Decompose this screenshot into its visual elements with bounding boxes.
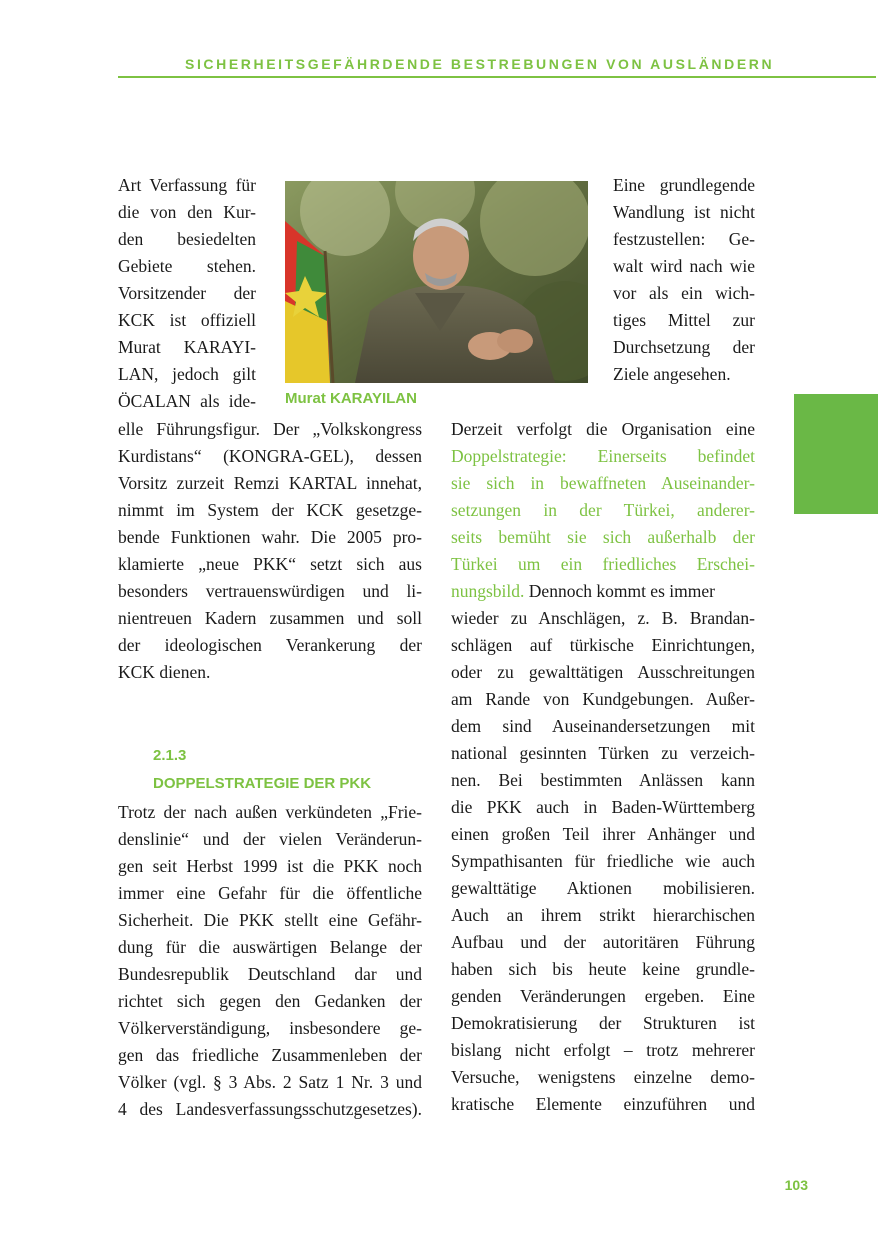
right-body-line: wieder zu Anschlägen, z. B. Brandan- [451, 608, 755, 628]
section-body-line: 4 des Landesverfassungsschutzgesetzes). [118, 1099, 422, 1119]
photo-caption: Murat KARAYILAN [285, 390, 417, 407]
right-body-line: kratische Elemente einzuführen und [451, 1094, 755, 1114]
left-beside-line: die von den Kur- [118, 202, 256, 222]
right-beside-line: Eine grundlegende [613, 175, 755, 195]
left-beside-line: Art Verfassung für [118, 175, 256, 195]
left-beside-line: LAN, jedoch gilt [118, 364, 256, 384]
section-body-line: gen seit Herbst 1999 ist die PKK noch [118, 856, 422, 876]
section-body-line: immer eine Gefahr für die öffentliche [118, 883, 422, 903]
body-continuation: Dennoch kommt es immer [524, 581, 715, 601]
right-beside-line: Durchsetzung der [613, 337, 755, 357]
right-body-line: Sympathisanten für friedliche wie auch [451, 851, 755, 871]
right-body-line: Aufbau und der autoritären Führung [451, 932, 755, 952]
highlight-line: Doppelstrategie: Einerseits befindet [451, 446, 755, 466]
portrait-photo [285, 181, 588, 383]
chapter-tab [794, 394, 878, 514]
highlight-line: seits bemüht sie sich außerhalb der [451, 527, 755, 547]
section-body-line: Trotz der nach außen verkündeten „Frie- [118, 802, 422, 822]
section-body-line: Sicherheit. Die PKK stellt eine Gefähr- [118, 910, 422, 930]
left-body-line: Vorsitz zurzeit Remzi KARTAL innehat, [118, 473, 422, 493]
portrait-photo-icon [285, 181, 588, 383]
section-body-line: Völkerverständigung, insbesondere ge- [118, 1018, 422, 1038]
left-beside-line: Vorsitzender der [118, 283, 256, 303]
section-title: DOPPELSTRATEGIE DER PKK [153, 775, 372, 792]
right-body-line: Demokratisierung der Strukturen ist [451, 1013, 755, 1033]
right-body-line: Auch an ihrem strikt hierarchischen [451, 905, 755, 925]
section-body-line: denslinie“ und der vielen Veränderun- [118, 829, 422, 849]
right-beside-line: festzustellen: Ge- [613, 229, 755, 249]
right-beside-line: walt wird nach wie [613, 256, 755, 276]
section-body-line: Völker (vgl. § 3 Abs. 2 Satz 1 Nr. 3 und [118, 1072, 422, 1092]
right-beside-line: tiges Mittel zur [613, 310, 755, 330]
left-beside-line: Gebiete stehen. [118, 256, 256, 276]
section-body-line: gen das friedliche Zusammenleben der [118, 1045, 422, 1065]
left-body-line: KCK dienen. [118, 662, 211, 682]
right-body-line: oder zu gewalttätigen Ausschreitungen [451, 662, 755, 682]
page-number: 103 [784, 1177, 808, 1193]
right-body-line: genden Veränderungen ergeben. Eine [451, 986, 755, 1006]
left-body-line: nimmt im System der KCK gesetzge- [118, 500, 422, 520]
right-intro-line: Derzeit verfolgt die Organisation eine [451, 419, 755, 439]
right-body-line: die PKK auch in Baden-Württemberg [451, 797, 755, 817]
right-body-line: national gesinnten Türken zu verzeich- [451, 743, 755, 763]
left-beside-line: KCK ist offiziell [118, 310, 256, 330]
header-divider [118, 76, 876, 78]
left-beside-line: den besiedelten [118, 229, 256, 249]
left-body-line: der ideologischen Verankerung der [118, 635, 422, 655]
left-body-line: nientreuen Kadern zusammen und soll [118, 608, 422, 628]
highlight-line: Türkei um ein friedliches Erschei- [451, 554, 755, 574]
highlight-line: setzungen in der Türkei, anderer- [451, 500, 755, 520]
left-beside-line: ÖCALAN als ide- [118, 391, 256, 411]
section-body-line: richtet sich gegen den Gedanken der [118, 991, 422, 1011]
right-body-line: einen großen Teil ihrer Anhänger und [451, 824, 755, 844]
section-body-line: Bundesrepublik Deutschland dar und [118, 964, 422, 984]
right-body-line: gewalttätige Aktionen mobilisieren. [451, 878, 755, 898]
right-body-line: haben sich bis heute keine grundle- [451, 959, 755, 979]
left-body-line: klamierte „neue PKK“ setzt sich aus [118, 554, 422, 574]
right-body-line: Versuche, wenigstens einzelne demo- [451, 1067, 755, 1087]
left-body-line: bende Funktionen wahr. Die 2005 pro- [118, 527, 422, 547]
left-body-line: Kurdistans“ (KONGRA-GEL), dessen [118, 446, 422, 466]
left-body-line: elle Führungsfigur. Der „Volkskongress [118, 419, 422, 439]
left-beside-line: Murat KARAYI- [118, 337, 256, 357]
highlight-line: sie sich in bewaffneten Auseinander- [451, 473, 755, 493]
right-beside-line: vor als ein wich- [613, 283, 755, 303]
section-number: 2.1.3 [153, 747, 187, 764]
running-header: SICHERHEITSGEFÄHRDENDE BESTREBUNGEN VON AUSLÄNDERN [185, 56, 775, 72]
section-body-line: dung für die auswärtigen Belange der [118, 937, 422, 957]
right-beside-line: Ziele angesehen. [613, 364, 731, 384]
mixed-line [451, 578, 755, 605]
right-beside-line: Wandlung ist nicht [613, 202, 755, 222]
highlight-end: nungsbild. [451, 581, 525, 601]
right-body-line: nen. Bei bestimmten Anlässen kann [451, 770, 755, 790]
right-body-line: schlägen auf türkische Einrichtungen, [451, 635, 755, 655]
right-body-line: am Rande von Kundgebungen. Außer- [451, 689, 755, 709]
right-body-line: dem sind Auseinandersetzungen mit [451, 716, 755, 736]
right-body-line: bislang nicht erfolgt – trotz mehrerer [451, 1040, 755, 1060]
left-body-line: besonders vertrauenswürdigen und li- [118, 581, 422, 601]
